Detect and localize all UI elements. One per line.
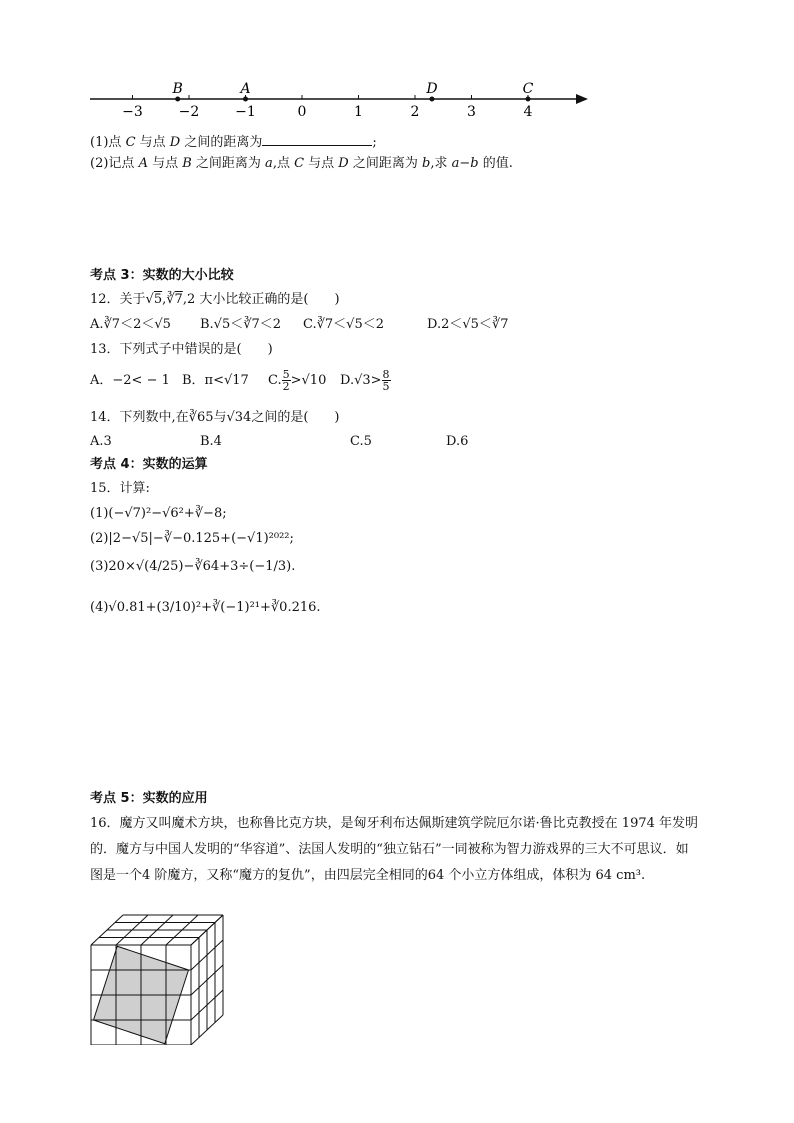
number-line-point — [526, 97, 531, 102]
q13-option-d[interactable]: D.√3> $\frac{8}{5}$ — [340, 368, 390, 393]
q13-option-a[interactable]: A．−2< − 1 — [90, 373, 170, 388]
q11-part1: (1)点 C 与点 D 之间的距离为 ; — [90, 135, 377, 150]
answer-blank[interactable] — [262, 133, 372, 146]
section5-title: 考点 5：实数的应用 — [90, 791, 208, 806]
q14-options — [90, 434, 468, 450]
q12-options — [90, 317, 508, 333]
q12-option-d[interactable]: D.2＜√5＜∛7 — [427, 317, 509, 332]
q16-text: 16．魔方又叫魔术方块，也称鲁比克方块，是匈牙利布达佩斯建筑学院厄尔诺·鲁比克教授在 1974 年发明的．魔方与中国人发明的“华容道”、法国人发明的“独立钻石”一同被称为智力游戏界的三大不可思议．如图是一个4 阶魔方，又称“魔方的复仇”，由四层完全相同的64 个小立方体组成，体积为 64 cm³. — [90, 816, 699, 883]
q13-option-b[interactable]: B．π<√17 — [182, 373, 249, 388]
q12-option-c[interactable]: C.∛7＜√5＜2 — [303, 317, 384, 332]
number-line-tick-label: 0 — [297, 104, 307, 120]
q15-expr-2: (2)|2−√5|−∛−0.125+(−√1)²⁰²²; — [90, 531, 294, 546]
section4-title: 考点 4：实数的运算 — [90, 457, 208, 472]
q13-stem: 13．下列式子中错误的是( ) — [90, 342, 273, 357]
q12-option-a[interactable]: A.∛7＜2＜√5 — [90, 317, 171, 332]
section3-title: 考点 3：实数的大小比较 — [90, 268, 234, 283]
number-line-point-label: A — [240, 81, 251, 97]
q12-option-b[interactable]: B.√5＜∛7＜2 — [200, 317, 282, 332]
q15-expr-3: (3)20×√(4/25)−∛64+3÷(−1/3). — [90, 559, 296, 574]
rubiks-cube-figure — [88, 910, 228, 1045]
number-line-tick-label: 1 — [354, 104, 363, 120]
number-line-point-label: C — [522, 81, 534, 97]
number-line-tick-label: −3 — [122, 104, 143, 120]
q15-expr-4: (4)√0.81+(3/10)²+∛(−1)²¹+∛0.216. — [90, 600, 321, 615]
fraction-8-5: $\frac{8}{5}$ — [382, 368, 390, 393]
q13-options — [90, 366, 391, 396]
q11-part2: (2)记点 A 与点 B 之间距离为 a,点 C 与点 D 之间距离为 b,求 a−b 的值. — [90, 156, 513, 171]
q15-expr-1: (1)(−√7)²−√6²+∛−8; — [90, 506, 227, 521]
number-line-tick-label: 4 — [523, 104, 533, 120]
number-line-tick-label: 3 — [467, 104, 476, 120]
fraction-5-2: $\frac{5}{2}$ — [282, 368, 290, 393]
number-line-point-label: B — [172, 81, 183, 97]
q14-stem: 14．下列数中,在∛65与√34之间的是( ) — [90, 410, 340, 425]
q14-option-a[interactable]: A.3 — [90, 434, 112, 449]
number-line-point-label: D — [426, 81, 438, 97]
number-line-point — [175, 97, 180, 102]
q13-option-c[interactable]: C. $\frac{5}{2}$ >√10 — [268, 368, 327, 393]
number-line-point — [243, 97, 248, 102]
q12-stem: 12．关于√5,∛7,2 大小比较正确的是( ) — [90, 292, 340, 307]
q14-option-d[interactable]: D.6 — [446, 434, 469, 449]
q14-option-b[interactable]: B.4 — [200, 434, 222, 449]
number-line-tick-label: 2 — [410, 104, 420, 120]
q12-numbers: √5,∛7,2 — [145, 292, 196, 307]
number-line-point — [429, 97, 434, 102]
q15-stem: 15．计算: — [90, 481, 150, 496]
q14-option-c[interactable]: C.5 — [350, 434, 372, 449]
number-line-tick-label: −1 — [235, 104, 256, 120]
number-line — [88, 76, 598, 126]
number-line-tick-label: −2 — [178, 104, 200, 120]
